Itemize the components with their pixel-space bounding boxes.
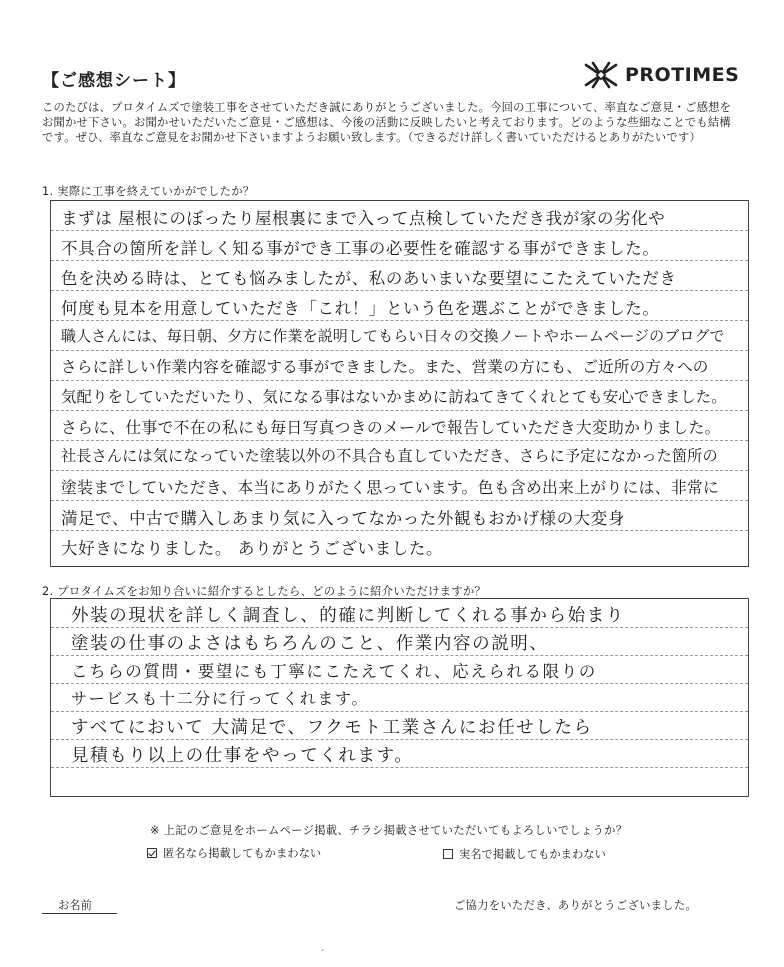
option-realname-label: 実名で掲載してもかまわない <box>459 848 606 861</box>
answer-2-line: サービスも十二分に行ってくれます。 <box>71 689 369 708</box>
brand-name: PROTIMES <box>625 64 740 86</box>
answer-1-line: まずは 屋根にのぼったり屋根裏にまで入って点検していただき我が家の劣化や <box>61 209 666 228</box>
answer-1-line: 気配りをしていただいたり、気になる事はないかまめに訪ねてきてくれとても安心できました。 <box>61 388 727 406</box>
ruled-line <box>51 410 748 411</box>
ruled-line <box>51 683 748 684</box>
ruled-line <box>51 230 748 231</box>
answer-1-line: 満足で、中古で購入しあまり気に入ってなかった外観もおかげ様の大変身 <box>61 509 625 528</box>
anonymous-checkbox[interactable] <box>147 848 157 858</box>
ruled-line <box>51 440 748 441</box>
answer-1-line: 社長さんには気になっていた塗装以外の不具合も直していただき、さらに予定になかった箇所の <box>61 447 718 465</box>
answer-1-line: さらに、仕事で不在の私にも毎日写真つきのメールで報告していただき大変助かりました。 <box>61 418 721 437</box>
consent-question: ※ 上記のご意見をホームページ掲載、チラシ掲載させていただいてもよろしいでしょうか？ <box>150 824 628 837</box>
answer-1-line: 不具合の箇所を詳しく知る事ができ工事の必要性を確認する事ができました。 <box>61 239 660 258</box>
ruled-line <box>51 470 748 471</box>
answer-1-line: 色を決める時は、とても悩みましたが、私のあいまいな要望にこたえていただき <box>61 269 677 288</box>
ruled-line <box>51 260 748 261</box>
answer-1-line: 何度も見本を用意していただき「これ！」という色を選ぶことができました。 <box>61 299 660 318</box>
answer-1-line: 塗装までしていただき、本当にありがたく思っています。色も含め出来上がりには、非常に <box>61 478 720 497</box>
answer-2-box <box>50 598 749 797</box>
ruled-line <box>51 500 748 501</box>
realname-checkbox[interactable] <box>443 849 453 859</box>
answer-2-line: 塗装の仕事のよさはもちろんのこと、作業内容の説明、 <box>71 634 549 654</box>
ruled-line <box>51 350 748 351</box>
question-1-label: 1. 実際に工事を終えていかがでしたか？ <box>42 185 255 198</box>
answer-2-line: こちらの質問・要望にも丁寧にこたえてくれ、応えられる限りの <box>71 662 597 681</box>
intro-text: このたびは、プロタイムズで塗装工事をさせていただき誠にありがとうございました。今回の工事について、率直なご意見・ご感想をお聞かせ下さい。お聞かせいただいたご意見・ご感想は、今後の活動に反映したいと考えております。どのような些細なことでも結構です。ぜひ、率直なご意見をお聞かせ下さいますようお願い致します。（できるだけ詳しく書いていただけるとありがたいです） <box>42 101 732 144</box>
protimes-mark-icon <box>583 61 619 89</box>
answer-1-line: さらに詳しい作業内容を確認する事ができました。また、営業の方にも、ご近所の方々への <box>61 358 709 376</box>
answer-2-line: 外装の現状を詳しく調査し、的確に判断してくれる事から始まり <box>71 606 625 626</box>
option-realname[interactable] <box>443 846 606 862</box>
thanks-text: ご協力をいただき、ありがとうございました。 <box>454 899 698 912</box>
ruled-line <box>51 380 748 381</box>
ruled-line <box>51 739 748 740</box>
sheet-title: 【ご感想シート】 <box>42 71 186 91</box>
answer-1-line: 職人さんには、毎日朝、夕方に作業を説明してもらい日々の交換ノートやホームページのブログで <box>61 327 725 345</box>
answer-2-line: すべてにおいて 大満足で、フクモト工業さんにお任せしたら <box>71 718 593 738</box>
name-underline <box>42 913 117 914</box>
option-anonymous[interactable] <box>147 845 321 861</box>
answer-1-line: 大好きになりました。 ありがとうございました。 <box>61 539 444 558</box>
answer-2-line: 見積もり以上の仕事をやってくれます。 <box>71 746 414 766</box>
ruled-line <box>51 290 748 291</box>
ruled-line <box>51 530 748 531</box>
answer-1-box <box>50 200 749 567</box>
ruled-line <box>51 655 748 656</box>
ruled-line <box>51 627 748 628</box>
ruled-line <box>51 767 748 768</box>
name-label: お名前 <box>58 899 92 912</box>
stray-mark: ˏ <box>320 942 325 952</box>
ruled-line <box>51 711 748 712</box>
option-anonymous-label: 匿名なら掲載してもかまわない <box>163 847 322 860</box>
ruled-line <box>51 320 748 321</box>
question-2-label: 2. プロタイムズをお知り合いに紹介するとしたら、どのように紹介いただけますか？ <box>42 585 487 598</box>
brand-logo <box>583 60 739 90</box>
